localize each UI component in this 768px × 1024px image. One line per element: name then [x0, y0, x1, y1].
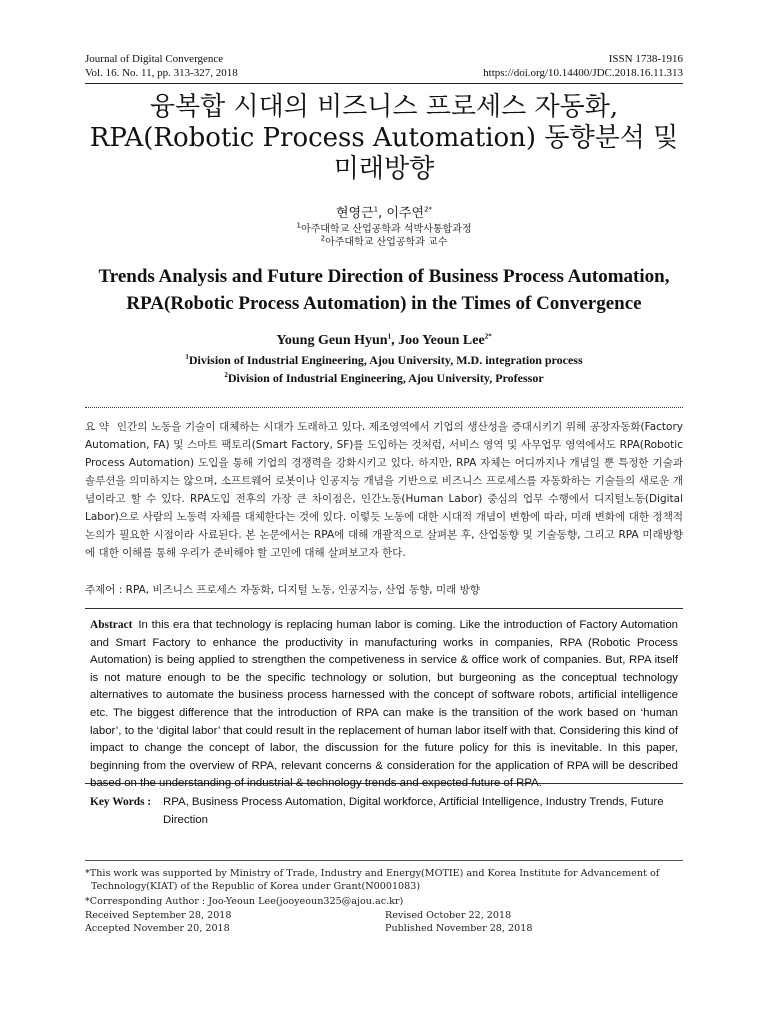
english-affiliation-1-sup: 1	[185, 353, 189, 361]
english-author-1: Young Geun Hyun	[276, 333, 388, 348]
korean-author-2: 이주연	[386, 206, 425, 221]
english-title-line-2: RPA(Robotic Process Automation) in the Times of Convergence	[126, 293, 642, 314]
korean-author-1: 현영근	[335, 206, 374, 221]
author-separator: ,	[378, 206, 387, 221]
english-title-line-1: Trends Analysis and Future Direction of Business Process Automation,	[98, 266, 670, 287]
korean-title-line-2: RPA(Robotic Process Automation) 동향분석 및	[89, 123, 679, 153]
korean-affiliation-1	[85, 223, 683, 236]
korean-author-1-sup: 1	[373, 205, 379, 214]
dates-row-2	[85, 922, 683, 935]
korean-affiliation-2-text: 아주대학교 산업공학과 교수	[325, 237, 448, 248]
journal-name: Journal of Digital Convergence	[85, 53, 224, 65]
english-keywords-label: Key Words :	[90, 796, 152, 808]
english-author-2-sup: 2*	[484, 332, 492, 341]
corresponding-author: *Corresponding Author : Joo-Yeoun Lee(jooyeoun325@ajou.ac.kr)	[85, 896, 404, 907]
published-date: Published November 28, 2018	[385, 923, 533, 934]
korean-title-line-3: 미래방향	[333, 154, 435, 184]
korean-affiliation-2	[85, 236, 683, 249]
korean-affiliation-1-text: 아주대학교 산업공학과 석박사통합과정	[300, 224, 472, 235]
english-keywords	[90, 794, 683, 829]
english-author-separator: ,	[391, 333, 399, 348]
korean-abstract	[85, 418, 683, 562]
korean-affiliation-1-sup: 1	[296, 221, 301, 230]
korean-affiliation-2-sup: 2	[320, 234, 326, 243]
english-affiliation-2	[85, 371, 683, 386]
issn: ISSN 1738-1916	[608, 53, 683, 65]
english-abstract-text: In this era that technology is replacing human labor is coming. Like the introduction of Factory Automation and Smart Factory to enhance the productivity in manufacturing works in companies, RPA (Robotic Process Automation) is being applied to strengthen the competiveness in service & office work of companies. But, RPA itself is not mature enough to be the specific technology or solution, but burgeoning as the conceptual technology alternatives to automate the business process harnessed with the concept of software robots, artificial intelligence etc. The biggest difference that the introduction of RPA can make is the transition of the work based on ‘human labor’, to the ‘digital labor’ that could result in the replacement of human labor itself with that. Considering this kind of impact to change the concept of labor, the discussion for the future policy for this is inevitable. In this paper, beginning from the overview of RPA, relevant concerns & consideration for the application of RPA will be described based on the understanding of industrial & technology trends and expected future of RPA.	[90, 619, 678, 790]
korean-authors	[85, 202, 683, 221]
korean-abstract-text: 인간의 노동을 기술이 대체하는 시대가 도래하고 있다. 제조영역에서 기업의 생산성을 증대시키기 위해 공장자동화(Factory Automation, FA) 및 스마트 팩토리(Smart Factory, SF)를 도입하는 것처럼, 서비스 영역 및 사무업무 영역에서도 RPA(Robotic Process Automation) 도입을 통해 기업의 경쟁력을 강화시키고 있다. 하지만, RPA 자체는 어디까지나 개념일 뿐 특정한 기술과 솔루션을 의미하지는 않으며, 소프트웨어 로봇이나 인공지능 개념을 기반으로 비즈니스 프로세스를 자동화하는 기술들의 새로운 개념이라고 할 수 있다. RPA도입 전후의 가장 큰 차이점은, 인간노동(Human Labor) 중심의 업무 수행에서 디지털노동(Digital Labor)으로 사람의 노동력 자체를 대체한다는 것에 있다. 이렇듯 노동에 대한 시대적 개념이 변함에 따라, 미래 변화에 대한 정책적 논의가 필요한 시점이라 사료된다. 본 논문에서는 RPA에 대해 개괄적으로 살펴본 후, 산업동향 및 기술동향, 그리고 RPA 미래방향에 대한 이해를 통해 우리가 준비해야 할 고민에 대해 살펴보고자 한다.	[85, 421, 684, 559]
english-abstract	[90, 617, 678, 793]
header-rule	[85, 83, 683, 84]
korean-keywords	[85, 582, 683, 597]
korean-keywords-text: RPA, 비즈니스 프로세스 자동화, 디지털 노동, 인공지능, 산업 동향, 미래 방향	[125, 584, 480, 596]
doi-link[interactable]: https://doi.org/10.14400/JDC.2018.16.11.313	[483, 67, 683, 79]
english-abstract-label: Abstract	[90, 619, 133, 631]
english-affiliation-1	[85, 353, 683, 368]
english-affiliation-2-sup: 2	[224, 371, 228, 379]
journal-volume: Vol. 16. No. 11, pp. 313-327, 2018	[85, 67, 238, 79]
english-title	[85, 263, 683, 317]
korean-title-line-1: 융복합 시대의 비즈니스 프로세스 자동화,	[149, 92, 619, 122]
english-author-2: Joo Yeoun Lee	[398, 333, 485, 348]
korean-author-2-sup: 2*	[424, 205, 433, 214]
funding-footnote-line-1: *This work was supported by Ministry of Trade, Industry and Energy(MOTIE) and Korea Institute for Advancement of	[85, 868, 660, 879]
dotted-divider	[85, 407, 683, 408]
footnote-rule	[85, 860, 683, 861]
korean-abstract-label: 요 약	[85, 421, 109, 433]
journal-header-right	[483, 52, 683, 80]
english-authors	[85, 333, 683, 349]
journal-header-left	[85, 52, 238, 80]
dates-row-1	[85, 909, 683, 922]
accepted-date: Accepted November 20, 2018	[85, 923, 230, 934]
korean-title	[85, 92, 683, 185]
english-abstract-box	[85, 608, 683, 790]
english-keywords-line-1: RPA, Business Process Automation, Digital workforce, Artificial Intelligence, Industry Trends, Future	[163, 796, 664, 808]
korean-keywords-label: 주제어 :	[85, 584, 123, 596]
english-affiliation-1-text: Division of Industrial Engineering, Ajou University, M.D. integration process	[188, 353, 583, 367]
english-affiliation-2-text: Division of Industrial Engineering, Ajou University, Professor	[227, 371, 544, 385]
revised-date: Revised October 22, 2018	[385, 910, 512, 921]
english-keywords-line-2: Direction	[163, 813, 208, 826]
received-date: Received September 28, 2018	[85, 910, 232, 921]
funding-footnote	[85, 867, 683, 893]
english-author-1-sup: 1	[387, 332, 392, 341]
funding-footnote-line-2: Technology(KIAT) of the Republic of Korea under Grant(N0001083)	[91, 881, 421, 892]
